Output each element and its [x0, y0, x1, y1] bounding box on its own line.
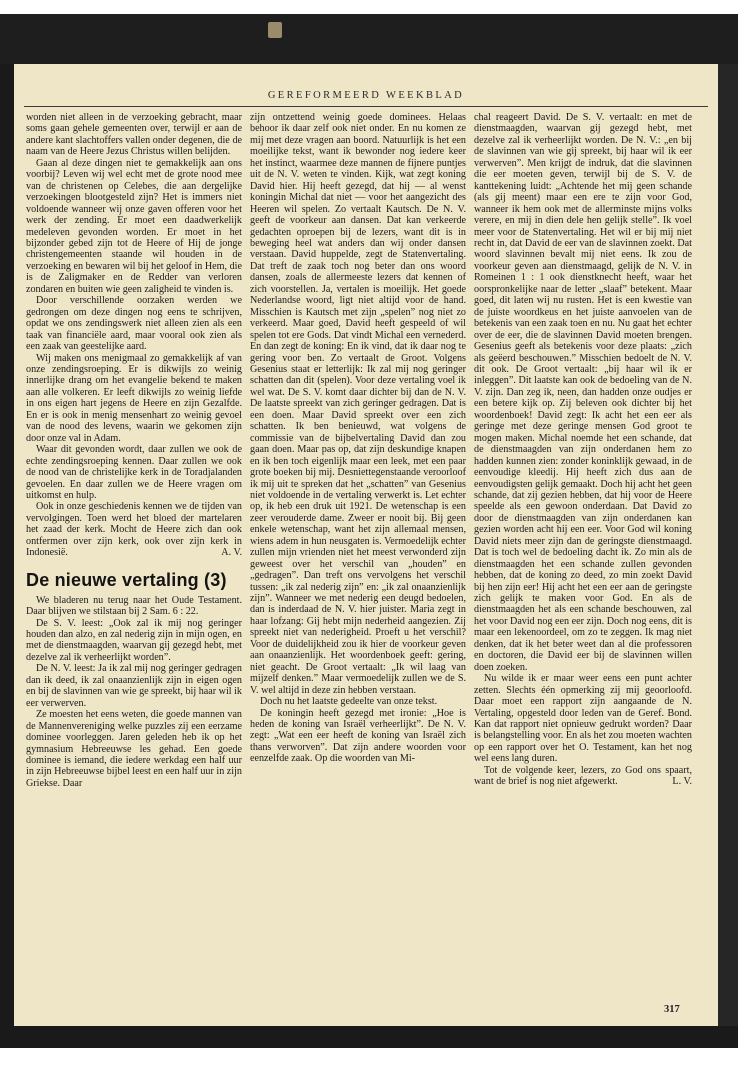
paragraph: chal reageert David. De S. V. vertaalt: en met de dienstmaagden, waarvan gij gezegd hebt, met dezelve zal ik verheerlijkt worden. De N. V.: „en bij de slavinnen van wie gij spreekt, bij haar wil ik eer verwerven”. Men krijgt de indruk, dat die slavinnen die eer moeten geven, terwijl bij de S. V. de kanttekening luidt: „Achtende het mij geen schande (als gij meent) maar een ere te zijn voor God, wanneer ik hem ook met de allerminste mijns volks verere, en mij in dien dele hen gelijk stelle”. Ik voel meer voor de Statenvertaling. Het wil er bij mij niet recht in, dat David de eer van de slavinnen zoekt. Dat woord slavinnen bevalt mij niet eens. Ik zou de voorkeur geven aan dienstmaagd, gelijk de N. V. in Romeinen 1 : 1 ook dienstknecht heeft, waar het oorspronkelijke naar de letter „slaaf” betekent. Maar goed, dit laten wij nu rusten. Het is een kwestie van de juiste woordkeus en het juiste aanvoelen van de betekenis van een zaak toen en nu. Nu gaat het echter over de eer, die de slavinnen David moeten brengen. Gesenius geeft als betekenis voor deze plaats: „zich als geëerd beschouwen.” Misschien bedoelt de N. V. dit ook. De Groot vertaalt: „bij haar wil ik er inleggen”. Dit laatste kan ook de bedoeling van de N. V. zijn. Dan zeg ik, neen, dan hadden onze oudjes er een betere kijk op. Zij beleven ook dichter bij het woordenboek! David zegt: Ik acht het een eer als geringe met deze geringe mensen God groot te mogen maken. Michal noemde het een schande, dat de dienstmaagden van zijn onderdanen hem zo hadden kunnen zien: zonder koninklijk gewaad, in de eenvoudige kleedij. Hij heeft zich dus aan de eenvoudigsten gelijk gemaakt. Doch hij acht het geen schande, dat zij gezien hebben, dat hij voor de Heere speelde als een gewoon onderdaan. Dat David zo door de dienstmaagden van zijn onderdanen kan gezien worden acht hij een eer. Voor God wil koning David niets meer zijn dan de geringste dienstmaagd. Dat is toch wel de bedoeling dacht ik. Zo min als de dienstmaagden het een schande zullen gevonden hebben, dat de koning zo deed, zo min zoekt David bij hen zijn eer! Hij acht het een eer aan de geringste zich gelijk te maken voor God. En als de dienstmaagden het als een schande beschouwen, zal het voor David nog een eer zijn. Doch nog eens, dit is maar een lekenoordeel, om zo te zeggen. Ik mag niet denken, dat ik het beter weet dan al die professoren en doctoren, die David eer bij de slavinnen willen doen zoeken. [474, 112, 692, 673]
paragraph: Wij maken ons menigmaal zo gemakkelijk af van onze zendingsroeping. Er is dikwijls zo weinig innerlijke drang om het evangelie bekend te maken aan alle volkeren. Er leeft dikwijls zo weinig liefde in ons eigen hart jegens de Heere en zijn Gezalfde. En er is ook in menig mensenhart zo weinig gevoel van de nood des levens, waarin we gekomen zijn door onze val in Adam. [26, 352, 242, 444]
header-rule [24, 106, 708, 107]
paragraph: worden niet alleen in de verzoeking gebracht, maar soms gaan gehele gemeenten over, terwijl er aan de andere kant slachtoffers vallen onder degenen, die de naam van de Heere Jezus Christus willen belijden. [26, 112, 242, 158]
author-initials: A. V. [221, 547, 242, 559]
paragraph: Gaan al deze dingen niet te gemakkelijk aan ons voorbij? Leven wij wel echt met de grote nood mee van de christenen op Celebes, die aan dergelijke verzoekingen blootgesteld zijn? Het is immers niet voldoende wanneer wij onze gaven offeren voor het werk der zending. Er moet een daadwerkelijk medeleven gevonden worden. Er moet in het bijzonder gebed zijn tot de Heere of Hij de jonge christengemeenten staande wil houden in de verzoeking en bewaren wil bij het geloof in Hem, die is de Zaligmaker en de Redder van verloren zondaren en buiten wie geen zaligheid te vinden is. [26, 157, 242, 295]
paragraph: zijn ontzettend weinig goede dominees. Helaas behoor ik daar zelf ook niet onder. En nu komen ze mij met deze vragen aan boord. Natuurlijk is het een moeilijke tekst, want ik bewonder nog iedere keer het instinct, waarmee deze mannen de fijnere puntjes uit de N. V. weten te vinden. Kijk, wat zegt koning David hier. Hij heeft gezegd, dat hij — al wenst koningin Michal dat niet — voor het aangezicht des Heeren wil spelen. Zo vertaalt Kautsch. De N. V. geeft de voorkeur aan dansen. Dat kan verkeerde gedachten oproepen bij de lezers, want dit is in beweging heel wat anders dan wij onder dansen verstaan. David huppelde, zegt de Statenvertaling. Dat treft de zaak toch nog beter dan ons woord dansen, zoals de allermeeste lezers dat kennen of zich voorstellen. Ja, vertalen is moeilijk. Het goede Nederlandse woord, ligt niet altijd voor de hand. Misschien is Kautsch met zijn „spelen” nog niet zo verkeerd. Maar goed, David heeft gespeeld of wil spelen tot ere Gods. Dat vindt Michal een vernederd. En dan zegt de koning: En ik vind, dat ik daar nog te gering voor ben. Zo vertaalt de Groot. Volgens Gesenius staat er letterlijk: Ik zal mij nog geringer schatten dan dit (spelen). Voor deze vertaling voel ik wel wat. De S. V. komt daar dichter bij dan de N. V. De laatste spreekt van zich geringer gedragen. Dat is een doen. Maar David spreekt over een zich schatten. Ik ben benieuwd, wat volgens de commissie van de bijbelvertaling David dan zou gaan doen. Maar pas op, dat zijn deskundige knapen en ik ben toch eigenlijk maar een leek, met een paar grote boeken bij mij. Desniettegenstaande veroorloof ik mij uit te spreken dat het „schatten” van Gesenius niet voldoende in de vertaling verwerkt is. Let echter op, ik heb een druk uit 1921. De wetenschap is een zeer verouderde dame. Zweer er nooit bij. Bij geen enkele wetenschap, want het zijn allemaal mensen, wiens adem in hun neusgaten is. Vermoedelijk echter zullen mijn vrienden niet het meest verwonderd zijn geweest over het verschil van „houden” en „gedragen”. Dan treft ons vervolgens het verschil tussen: „ik zal nederig zijn” en: „ik zal onaanzienlijk zijn”. Wanneer we met nederig een deugd bedoelen, dan is inderdaad de N. V. hier juister. Maria zegt in haar lofzang: Gij hebt mijn nederheid aangezien. Zij spreekt niet van nederigheid. Proeft u het verschil? Voor de duidelijkheid zou ik hier de voorkeur geven aan onaanzienlijk. Het woordenboek geeft: gering, niet geacht. De Groot vertaalt: „Ik wil laag van mijzelf denken.” Maar vermoedelijk zullen we de S. V. wel altijd in deze zin hebben verstaan. [250, 112, 466, 696]
paragraph: Door verschillende oorzaken werden we gedrongen om deze dingen nog eens te schrijven, opdat we ons zendingswerk niet alleen zien als een taak van financiële aard, maar vooral ook zien als een zaak van geestelijke aard. [26, 295, 242, 353]
scan-right-border [718, 64, 738, 1048]
paragraph: De koningin heeft gezegd met ironie: „Hoe is heden de koning van Israël verheerlijkt”. De N. V. zegt: „Wat een eer heeft de koning van Israël zich thans verworven”. Dat zijn andere woorden voor eenzelfde zaak. Op die woorden van Mi- [250, 707, 466, 765]
scan-top-border [0, 14, 738, 64]
paragraph: Waar dit gevonden wordt, daar zullen we ook de echte zendingsroeping kennen. Daar zullen we ook de nood van de christelijke kerk in de Toradjalanden gevoelen. En daar zullen we de Heere vragen om uitkomst en hulp. [26, 444, 242, 501]
paragraph: Doch nu het laatste gedeelte van onze tekst. [260, 696, 438, 708]
page-number: 317 [664, 1004, 680, 1015]
paragraph [474, 765, 692, 788]
column-middle [250, 112, 466, 765]
scan-left-border [0, 64, 14, 1048]
paragraph-text: Ook in onze geschiedenis kennen we de tijden van vervolgingen. Toen werd het bloed der martelaren het zaad der kerk. Mocht de Heere zich dan ook ontfermen over zijn kerk, ook over zijn kerk in Indonesië. [26, 501, 242, 559]
paragraph: De S. V. leest: „Ook zal ik mij nog geringer houden dan alzo, en zal nederig zijn in mijn ogen, en met de dienstmaagden, waarvan gij gezegd hebt, met dezelve zal ik verheerlijkt worden”. [26, 617, 242, 663]
paragraph-text: Tot de volgende keer, lezers, zo God ons spaart, want de brief is nog niet afgewerkt. [474, 764, 692, 788]
magazine-page [14, 64, 718, 1026]
column-left [26, 112, 242, 789]
column-right [474, 112, 692, 788]
binding-tab [268, 22, 282, 38]
article-heading: De nieuwe vertaling (3) [26, 569, 227, 590]
paragraph: Nu wilde ik er maar weer eens een punt achter zetten. Slechts één opmerking zij mij geoorloofd. Daar moet een rapport zijn aangaande de N. Vertaling, opgesteld door leden van de Geref. Bond. Kan dat rapport niet opnieuw gedrukt worden? Daar is belangstelling voor. En als het zou moeten wachten op een rapport over het O. Testament, kan het nog wel eens lang duren. [474, 673, 692, 765]
author-initials: L. V. [672, 776, 692, 788]
paragraph [26, 501, 242, 558]
paragraph: Ze moesten het eens weten, die goede mannen van de Mannenvereniging welke puzzles zij een eerzame dominee voorleggen. Jaren geleden heb ik op het gymnasium Hebreeuwse les gehad. Een goede dominee is iemand, die iedere werkdag een half uur in zijn Hebreeuwse bijbel leest en een half uur in zijn Griekse. Daar [26, 709, 242, 789]
paragraph: De N. V. leest: Ja ik zal mij nog geringer gedragen dan ik deed, ik zal onaanzienlijk zijn in eigen ogen en bij de slavinnen van wie ge spreekt, bij haar wil ik eer verwerven. [26, 663, 242, 709]
scan-bottom-border [0, 1026, 738, 1048]
paragraph: We bladeren nu terug naar het Oude Testament. Daar blijven we stilstaan bij 2 Sam. 6 : 22. [26, 594, 242, 618]
running-header: GEREFORMEERD WEEKBLAD [267, 90, 465, 101]
